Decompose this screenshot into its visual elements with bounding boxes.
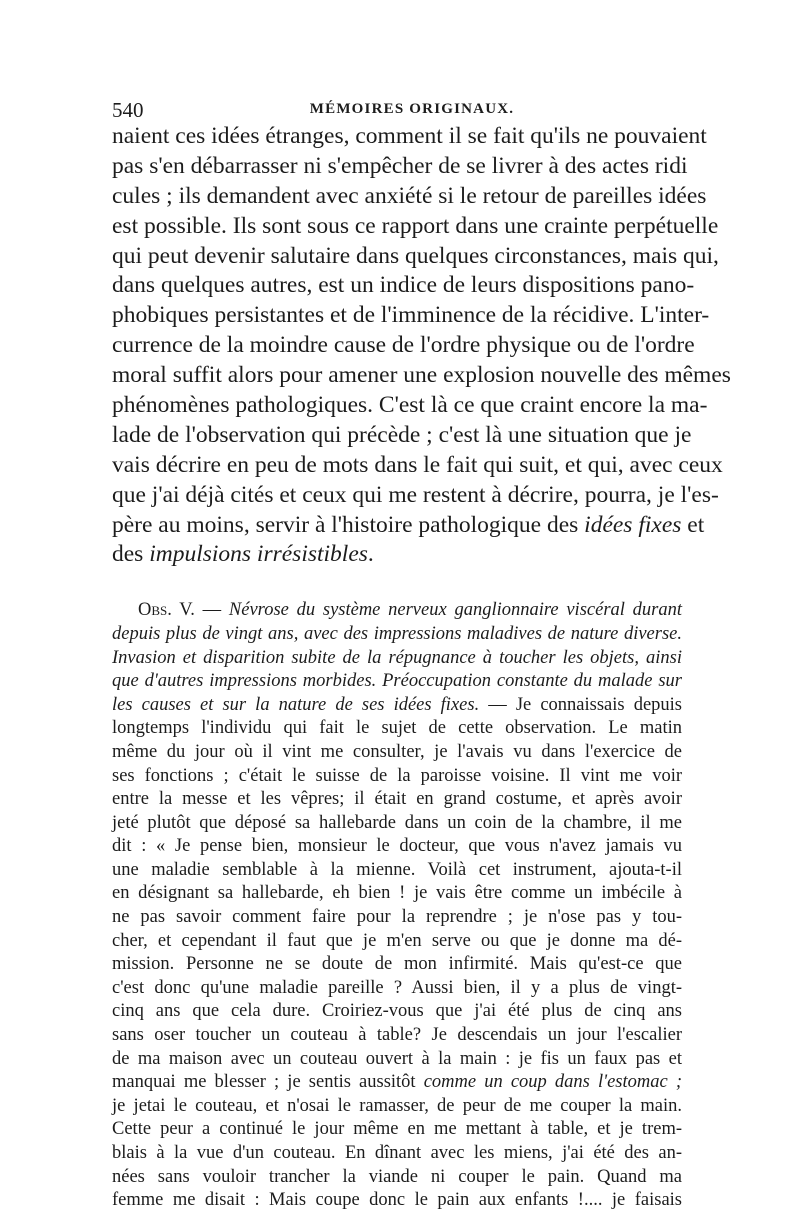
text-line: père au moins, servir à l'histoire pathologique des idées fixes et [112,511,705,538]
paragraph-observation [112,599,682,1212]
page-number: 540 [112,98,144,122]
text-line: en désignant sa hallebarde, eh bien ! je vais être comme un imbécile à [112,883,682,904]
italic-term: idées fixes [584,511,682,538]
text-line: dit : « Je pense bien, monsieur le docteur, que vous n'avez jamais vu [112,836,682,857]
text-line: moral suffit alors pour amener une explosion nouvelle des mêmes [112,362,731,389]
text-line: phobiques persistantes et de l'imminence de la récidive. L'inter- [112,302,710,329]
text-line: sans oser toucher un couteau à table? Je descendais un jour l'escalier [112,1025,682,1046]
running-title: MÉMOIRES ORIGINAUX. [309,101,515,117]
text-line: longtemps l'individu qui fait le sujet de cette observation. Le matin [112,718,682,739]
text-line: naient ces idées étranges, comment il se fait qu'ils ne pouvaient [112,123,707,149]
paragraph-main [112,122,731,570]
text-line: ne pas savoir comment faire pour la reprendre ; je n'ose pas y tou- [112,907,682,928]
text-line: Invasion et disparition subite de la répugnance à toucher les objets, ainsi [112,647,682,668]
text-line: de ma maison avec un couteau ouvert à la main : je fis un faux pas et [112,1048,682,1069]
observation-label: Obs. V. [138,600,195,621]
text-line: blais à la vue d'un couteau. En dînant avec les miens, j'ai été des an- [112,1143,682,1164]
text-line: que d'autres impressions morbides. Préoccupation constante du malade sur [112,671,682,692]
text-line: phénomènes pathologiques. C'est là ce que craint encore la ma- [112,392,708,419]
text-line: que j'ai déjà cités et ceux qui me restent à décrire, pourra, je l'es- [112,481,719,508]
body-text [112,122,731,1213]
text-line: vais décrire en peu de mots dans le fait qui suit, et qui, avec ceux [112,451,723,478]
text-line: cinq ans que cela dure. Croiriez-vous que j'ai été plus de cinq ans [112,1001,682,1022]
text-line: même du jour où il vint me consulter, je l'avais vu dans l'exercice de [112,741,682,762]
italic-term: impulsions irrésistibles [149,541,368,568]
text-line: currence de la moindre cause de l'ordre physique ou de l'ordre [112,332,695,359]
text-line: entre la messe et les vêpres; il était en grand costume, et après avoir [112,789,682,810]
text-line: Obs. V. — Névrose du système nerveux ganglionnaire viscéral durant [138,600,683,621]
text-line: Cette peur a continué le jour même en me mettant à table, et je trem- [112,1119,682,1140]
text-line: des impulsions irrésistibles. [112,541,374,568]
text-line: qui peut devenir salutaire dans quelques circonstances, mais qui, [112,242,719,269]
text-line: ses fonctions ; c'était le suisse de la paroisse voisine. Il vint me voir [112,765,682,786]
text-line: c'est donc qu'une maladie pareille ? Aussi bien, il y a plus de vingt- [112,977,682,998]
text-line: je jetai le couteau, et n'osai le ramasser, de peur de me couper la main. [112,1095,682,1116]
text-line: depuis plus de vingt ans, avec des impressions maladives de nature diverse. [112,623,682,644]
text-line: pas s'en débarrasser ni s'empêcher de se livrer à des actes ridi [112,152,688,179]
text-line: les causes et sur la nature de ses idées fixes. — Je connaissais depuis [112,694,682,715]
page-header [112,98,712,122]
text-line: est possible. Ils sont sous ce rapport dans une crainte perpétuelle [112,212,719,239]
text-line: jeté plutôt que déposé sa hallebarde dans un coin de la chambre, il me [112,812,682,833]
text-line: cher, et cependant il faut que je m'en serve ou que je donne ma dé- [112,930,682,951]
text-line: une maladie semblable à la mienne. Voilà cet instrument, ajouta-t-il [112,859,682,880]
text-line: dans quelques autres, est un indice de leurs dispositions pano- [112,272,695,299]
text-line: femme me disait : Mais coupe donc le pain aux enfants !.... je faisais [112,1190,682,1211]
text-line: cules ; ils demandent avec anxiété si le retour de pareilles idées [112,182,707,209]
text-line: lade de l'observation qui précède ; c'est là une situation que je [112,421,692,448]
text-line: manquai me blesser ; je sentis aussitôt comme un coup dans l'estomac ; [112,1072,682,1093]
text-line: nées sans vouloir trancher la viande ni couper le pain. Quand ma [112,1166,682,1187]
text-line: mission. Personne ne se doute de mon infirmité. Mais qu'est-ce que [112,954,682,975]
